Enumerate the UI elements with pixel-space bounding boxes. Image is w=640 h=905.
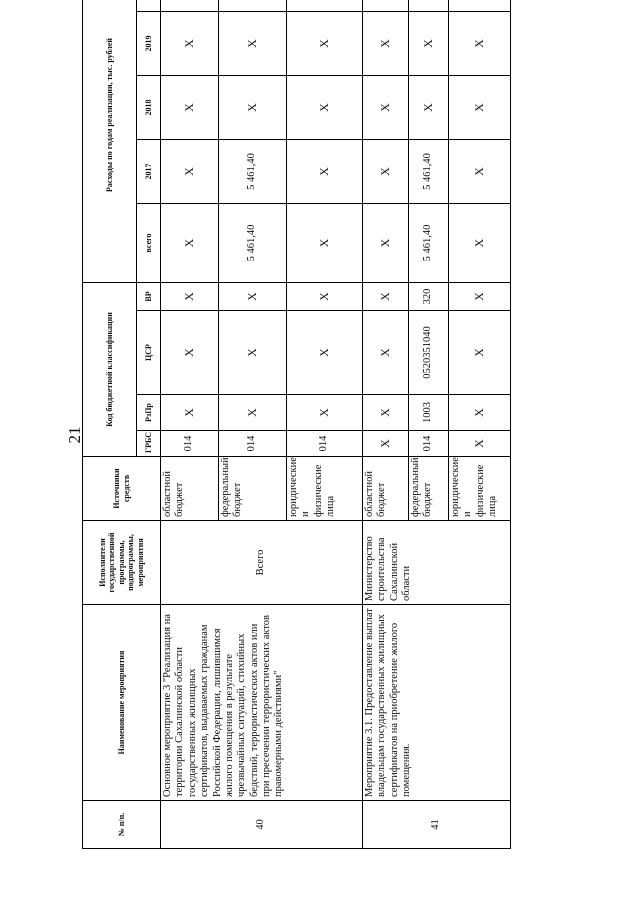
row-41-2019-2: X (409, 11, 449, 75)
row-41-rzpr-1: X (363, 395, 409, 431)
header-vr: ВР (137, 282, 161, 310)
row-40-2019-3: X (287, 11, 363, 75)
row-41-grbs-2: 014 (409, 431, 449, 457)
header-grbs: ГРБС (137, 431, 161, 457)
row-40-csr-3: X (287, 311, 363, 395)
row-40-2018-2: X (219, 75, 287, 139)
row-40-vr-3: X (287, 282, 363, 310)
rotated-table-wrapper (82, 35, 622, 849)
row-40-source-3: юридические и физические лица (287, 457, 363, 521)
row-41-2017-1: X (363, 139, 409, 203)
row-41-2020-2 (409, 0, 449, 11)
row-40-rzpr-2: X (219, 395, 287, 431)
row-41-2018-3: X (449, 75, 511, 139)
row-41-total-2: 5 461,40 (409, 203, 449, 282)
row-41-rzpr-3: X (449, 395, 511, 431)
row-40-rzpr-3: X (287, 395, 363, 431)
row-40-grbs-2: 014 (219, 431, 287, 457)
row-41-2019-1: X (363, 11, 409, 75)
header-2020 (137, 0, 161, 11)
header-csr: ЦСР (137, 311, 161, 395)
row-40-name: Основное мероприятие 3 "Реализация на территории Сахалинской области государственных жилищных сертификатов, выдаваемых гражданам Российской Федерации, лишившимся жилого помещения в результате чрезвычайных ситуаций, стихийных бедствий, террористических актов или при пресечении террористических актов правомерными действиями" (161, 605, 363, 801)
row-41-vr-3: X (449, 282, 511, 310)
header-kbk: Код бюджетной классификации (83, 282, 137, 456)
row-40-source-2: федеральный бюджет (219, 457, 287, 521)
row-41-total-3: X (449, 203, 511, 282)
table-row (363, 0, 409, 849)
row-40-source-1: областной бюджет (161, 457, 219, 521)
header-2019: 2019 (137, 11, 161, 75)
row-41-total-1: X (363, 203, 409, 282)
row-40-2017-3: X (287, 139, 363, 203)
row-41-name: Мероприятие 3.1. Предоставление выплат владельцам государственных жилищных сертификатов на приобретение жилого помещения. (363, 605, 511, 801)
row-40-2017-1: X (161, 139, 219, 203)
header-num: № п/п. (83, 801, 161, 849)
row-41-csr-3: X (449, 311, 511, 395)
row-41-2020-1 (363, 0, 409, 11)
row-40-executor: Всего (161, 521, 363, 605)
table-stage (82, 35, 622, 849)
row-40-rzpr-1: X (161, 395, 219, 431)
header-2018: 2018 (137, 75, 161, 139)
page-number: 21 (65, 426, 84, 444)
row-40-total-3: X (287, 203, 363, 282)
row-40-2020-3 (287, 0, 363, 11)
row-41-grbs-1: X (363, 431, 409, 457)
program-table (82, 0, 511, 849)
table-row (161, 0, 219, 849)
row-41-2020-3 (449, 0, 511, 11)
row-41-2018-2: X (409, 75, 449, 139)
row-40-num: 40 (161, 801, 363, 849)
row-41-source-1: областной бюджет (363, 457, 409, 521)
row-41-2017-2: 5 461,40 (409, 139, 449, 203)
row-41-grbs-3: X (449, 431, 511, 457)
row-40-2020-1 (161, 0, 219, 11)
row-41-source-3: юридические и физические лица (449, 457, 511, 521)
row-41-csr-1: X (363, 311, 409, 395)
row-40-total-1: X (161, 203, 219, 282)
row-40-vr-1: X (161, 282, 219, 310)
header-name: Наименование мероприятия (83, 605, 161, 801)
row-41-rzpr-2: 1003 (409, 395, 449, 431)
row-40-grbs-1: 014 (161, 431, 219, 457)
row-40-2018-1: X (161, 75, 219, 139)
row-41-vr-1: X (363, 282, 409, 310)
row-40-2017-2: 5 461,40 (219, 139, 287, 203)
row-41-source-2: федеральный бюджет (409, 457, 449, 521)
row-41-2017-3: X (449, 139, 511, 203)
row-40-vr-2: X (219, 282, 287, 310)
row-41-vr-2: 320 (409, 282, 449, 310)
row-40-grbs-3: 014 (287, 431, 363, 457)
row-40-csr-2: X (219, 311, 287, 395)
row-41-num: 41 (363, 801, 511, 849)
row-41-2018-1: X (363, 75, 409, 139)
row-40-csr-1: X (161, 311, 219, 395)
header-source: Источники средств (83, 457, 161, 521)
header-executor: Исполнители государственной программы, подпрограммы, мероприятия (83, 521, 161, 605)
header-expenses: Расходы по годам реализации, тыс. рублей (83, 0, 137, 282)
row-41-csr-2: 0520351040 (409, 311, 449, 395)
header-total: всего (137, 203, 161, 282)
row-40-2018-3: X (287, 75, 363, 139)
row-41-executor: Министерство строительства Сахалинской области (363, 521, 511, 605)
row-40-2020-2 (219, 0, 287, 11)
header-2017: 2017 (137, 139, 161, 203)
row-40-2019-2: X (219, 11, 287, 75)
row-40-2019-1: X (161, 11, 219, 75)
row-40-total-2: 5 461,40 (219, 203, 287, 282)
header-rzpr: РзПр (137, 395, 161, 431)
row-41-2019-3: X (449, 11, 511, 75)
